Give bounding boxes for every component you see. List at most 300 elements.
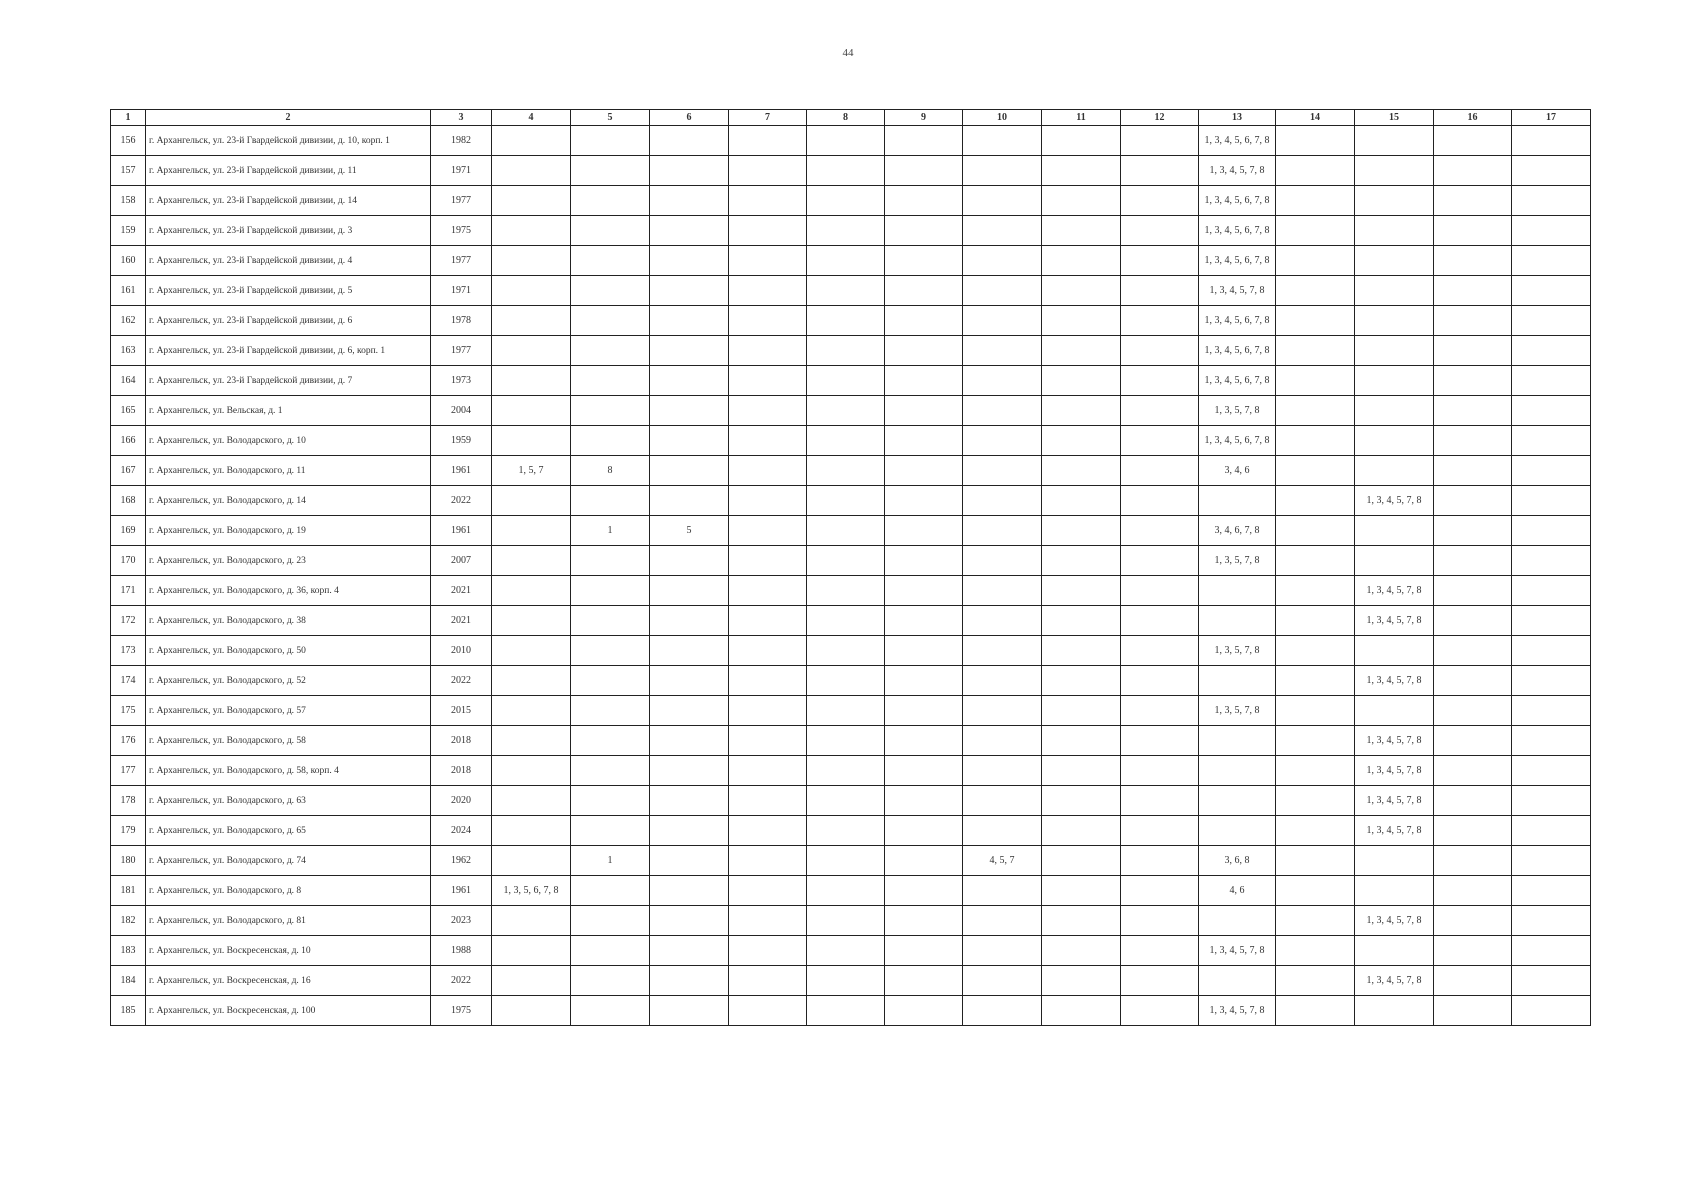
table-cell — [571, 876, 650, 906]
table-row — [111, 636, 1591, 666]
table-cell — [885, 366, 963, 396]
table-cell — [1042, 876, 1121, 906]
column-header-9: 9 — [885, 110, 963, 126]
table-cell — [807, 576, 885, 606]
address-cell: г. Архангельск, ул. Володарского, д. 74 — [146, 846, 431, 876]
table-cell — [885, 186, 963, 216]
table-cell — [729, 726, 807, 756]
table-cell — [1121, 306, 1199, 336]
column-header-1: 1 — [111, 110, 146, 126]
table-cell — [963, 906, 1042, 936]
table-cell — [1199, 486, 1276, 516]
table-cell — [1512, 996, 1591, 1026]
table-cell — [1355, 366, 1434, 396]
table-cell — [729, 516, 807, 546]
table-cell — [1276, 216, 1355, 246]
table-cell — [1434, 696, 1512, 726]
table-cell — [885, 846, 963, 876]
table-cell — [1121, 516, 1199, 546]
table-cell — [1121, 876, 1199, 906]
table-row — [111, 786, 1591, 816]
table-cell: 1, 3, 4, 5, 7, 8 — [1355, 666, 1434, 696]
address-cell: г. Архангельск, ул. Володарского, д. 58, корп. 4 — [146, 756, 431, 786]
table-cell — [807, 906, 885, 936]
table-cell — [492, 966, 571, 996]
column-header-13: 13 — [1199, 110, 1276, 126]
table-cell — [807, 846, 885, 876]
table-cell — [492, 726, 571, 756]
table-cell — [807, 696, 885, 726]
table-cell — [1512, 396, 1591, 426]
table-cell — [807, 396, 885, 426]
year-cell: 2015 — [431, 696, 492, 726]
table-cell — [963, 576, 1042, 606]
table-cell — [885, 156, 963, 186]
table-cell — [492, 246, 571, 276]
row-number-cell: 170 — [111, 546, 146, 576]
table-cell — [1042, 186, 1121, 216]
table-cell: 1, 3, 4, 5, 6, 7, 8 — [1199, 126, 1276, 156]
table-cell — [650, 756, 729, 786]
table-cell — [1512, 696, 1591, 726]
table-cell — [1276, 786, 1355, 816]
year-cell: 1975 — [431, 216, 492, 246]
table-cell — [729, 276, 807, 306]
column-header-2: 2 — [146, 110, 431, 126]
table-cell — [807, 936, 885, 966]
year-cell: 1982 — [431, 126, 492, 156]
table-cell — [1276, 756, 1355, 786]
table-cell — [807, 756, 885, 786]
address-cell: г. Архангельск, ул. Володарского, д. 14 — [146, 486, 431, 516]
table-cell — [963, 306, 1042, 336]
address-cell: г. Архангельск, ул. Володарского, д. 57 — [146, 696, 431, 726]
table-cell — [1199, 906, 1276, 936]
table-cell — [1512, 366, 1591, 396]
table-cell — [571, 606, 650, 636]
row-number-cell: 185 — [111, 996, 146, 1026]
table-cell — [571, 726, 650, 756]
table-cell — [1434, 846, 1512, 876]
table-cell — [1512, 276, 1591, 306]
table-cell — [571, 306, 650, 336]
table-cell — [963, 126, 1042, 156]
table-row — [111, 816, 1591, 846]
table-cell — [571, 696, 650, 726]
table-cell — [492, 846, 571, 876]
row-number-cell: 172 — [111, 606, 146, 636]
table-cell: 4, 5, 7 — [963, 846, 1042, 876]
table-cell — [1512, 576, 1591, 606]
table-cell — [571, 486, 650, 516]
table-cell — [1042, 696, 1121, 726]
table-cell — [963, 726, 1042, 756]
year-cell: 1978 — [431, 306, 492, 336]
table-cell — [1199, 666, 1276, 696]
table-cell — [1355, 336, 1434, 366]
year-cell: 1971 — [431, 276, 492, 306]
table-cell — [1042, 816, 1121, 846]
address-cell: г. Архангельск, ул. Володарского, д. 10 — [146, 426, 431, 456]
table-row — [111, 936, 1591, 966]
table-cell — [492, 696, 571, 726]
table-cell — [571, 126, 650, 156]
table-cell — [1512, 876, 1591, 906]
table-cell — [492, 546, 571, 576]
table-cell — [650, 426, 729, 456]
table-cell — [1121, 276, 1199, 306]
table-cell — [650, 786, 729, 816]
table-cell — [1199, 576, 1276, 606]
row-number-cell: 180 — [111, 846, 146, 876]
table-cell — [885, 576, 963, 606]
table-cell — [492, 306, 571, 336]
table-cell: 1, 3, 4, 5, 7, 8 — [1355, 756, 1434, 786]
year-cell: 1977 — [431, 186, 492, 216]
table-cell — [807, 486, 885, 516]
row-number-cell: 163 — [111, 336, 146, 366]
year-cell: 2021 — [431, 576, 492, 606]
table-cell — [1042, 246, 1121, 276]
table-cell: 1 — [571, 846, 650, 876]
year-cell: 1962 — [431, 846, 492, 876]
row-number-cell: 167 — [111, 456, 146, 486]
table-cell — [729, 576, 807, 606]
table-cell — [1434, 756, 1512, 786]
table-cell — [963, 666, 1042, 696]
row-number-cell: 165 — [111, 396, 146, 426]
table-cell — [729, 876, 807, 906]
table-cell — [807, 666, 885, 696]
table-cell — [1434, 456, 1512, 486]
table-cell — [1434, 816, 1512, 846]
table-cell: 8 — [571, 456, 650, 486]
column-header-17: 17 — [1512, 110, 1591, 126]
table-cell — [571, 156, 650, 186]
table-cell — [1121, 456, 1199, 486]
table-cell — [1276, 336, 1355, 366]
table-cell: 1, 3, 4, 5, 6, 7, 8 — [1199, 366, 1276, 396]
table-cell: 5 — [650, 516, 729, 546]
table-cell — [1121, 816, 1199, 846]
table-cell — [963, 546, 1042, 576]
year-cell: 2023 — [431, 906, 492, 936]
address-cell: г. Архангельск, ул. 23-й Гвардейской дивизии, д. 11 — [146, 156, 431, 186]
table-row — [111, 516, 1591, 546]
table-cell — [885, 636, 963, 666]
row-number-cell: 174 — [111, 666, 146, 696]
table-cell — [1042, 666, 1121, 696]
table-cell — [1121, 756, 1199, 786]
table-cell — [1276, 186, 1355, 216]
address-cell: г. Архангельск, ул. Володарского, д. 11 — [146, 456, 431, 486]
table-row — [111, 216, 1591, 246]
table-cell — [1276, 456, 1355, 486]
table-cell: 1, 3, 4, 5, 7, 8 — [1199, 156, 1276, 186]
table-row — [111, 756, 1591, 786]
table-row — [111, 366, 1591, 396]
table-cell — [807, 156, 885, 186]
row-number-cell: 176 — [111, 726, 146, 756]
table-cell — [963, 276, 1042, 306]
table-cell: 1, 3, 5, 7, 8 — [1199, 696, 1276, 726]
table-cell — [729, 396, 807, 426]
table-cell — [571, 336, 650, 366]
table-cell — [963, 456, 1042, 486]
table-cell — [571, 906, 650, 936]
table-cell — [1512, 426, 1591, 456]
row-number-cell: 181 — [111, 876, 146, 906]
table-cell — [729, 966, 807, 996]
table-cell — [1434, 276, 1512, 306]
table-cell — [1042, 996, 1121, 1026]
table-cell — [1355, 636, 1434, 666]
table-cell — [1276, 546, 1355, 576]
table-cell — [650, 876, 729, 906]
table-cell — [571, 546, 650, 576]
table-cell — [963, 816, 1042, 846]
address-cell: г. Архангельск, ул. 23-й Гвардейской дивизии, д. 6, корп. 1 — [146, 336, 431, 366]
table-cell — [1199, 606, 1276, 636]
table-cell — [650, 696, 729, 726]
row-number-cell: 162 — [111, 306, 146, 336]
year-cell: 1988 — [431, 936, 492, 966]
table-cell — [650, 186, 729, 216]
table-cell — [729, 936, 807, 966]
address-cell: г. Архангельск, ул. 23-й Гвардейской дивизии, д. 14 — [146, 186, 431, 216]
table-cell — [1276, 636, 1355, 666]
table-cell — [729, 156, 807, 186]
row-number-cell: 160 — [111, 246, 146, 276]
table-cell — [885, 816, 963, 846]
row-number-cell: 177 — [111, 756, 146, 786]
table-cell: 1, 3, 4, 5, 6, 7, 8 — [1199, 336, 1276, 366]
table-cell — [1042, 906, 1121, 936]
table-cell — [729, 486, 807, 516]
table-cell — [807, 546, 885, 576]
table-cell: 1, 3, 4, 5, 7, 8 — [1199, 276, 1276, 306]
table-cell — [1042, 636, 1121, 666]
table-cell — [1121, 216, 1199, 246]
table-cell — [1512, 306, 1591, 336]
table-cell — [650, 126, 729, 156]
year-cell: 2024 — [431, 816, 492, 846]
table-cell — [571, 666, 650, 696]
table-cell — [1434, 726, 1512, 756]
table-cell — [729, 636, 807, 666]
table-cell — [1512, 756, 1591, 786]
table-cell — [807, 246, 885, 276]
year-cell: 2021 — [431, 606, 492, 636]
table-cell — [963, 756, 1042, 786]
year-cell: 1961 — [431, 456, 492, 486]
table-cell — [807, 336, 885, 366]
table-cell — [1512, 486, 1591, 516]
row-number-cell: 178 — [111, 786, 146, 816]
table-cell — [1276, 486, 1355, 516]
row-number-cell: 166 — [111, 426, 146, 456]
table-row — [111, 666, 1591, 696]
table-cell — [1355, 456, 1434, 486]
table-cell — [1121, 846, 1199, 876]
table-cell — [963, 876, 1042, 906]
table-row — [111, 306, 1591, 336]
table-cell — [963, 246, 1042, 276]
table-cell — [1434, 966, 1512, 996]
table-cell — [650, 336, 729, 366]
table-cell — [492, 336, 571, 366]
table-cell — [1512, 846, 1591, 876]
column-header-7: 7 — [729, 110, 807, 126]
table-cell — [492, 186, 571, 216]
table-cell — [1355, 396, 1434, 426]
year-cell: 2022 — [431, 486, 492, 516]
table-cell — [1276, 846, 1355, 876]
table-cell — [807, 786, 885, 816]
table-cell — [1355, 546, 1434, 576]
table-cell — [885, 396, 963, 426]
table-cell — [1276, 906, 1355, 936]
table-cell — [650, 576, 729, 606]
table-cell — [963, 396, 1042, 426]
table-cell — [1121, 936, 1199, 966]
table-cell — [1042, 846, 1121, 876]
year-cell: 2007 — [431, 546, 492, 576]
table-cell — [571, 186, 650, 216]
table-cell — [1276, 666, 1355, 696]
table-cell — [1276, 606, 1355, 636]
row-number-cell: 169 — [111, 516, 146, 546]
table-cell — [1434, 156, 1512, 186]
table-cell — [807, 186, 885, 216]
table-cell — [1434, 396, 1512, 426]
table-cell — [807, 306, 885, 336]
table-cell — [571, 216, 650, 246]
column-header-6: 6 — [650, 110, 729, 126]
table-cell — [885, 216, 963, 246]
table-cell — [963, 786, 1042, 816]
table-cell — [1042, 396, 1121, 426]
row-number-cell: 159 — [111, 216, 146, 246]
address-cell: г. Архангельск, ул. Володарского, д. 19 — [146, 516, 431, 546]
table-cell — [1199, 726, 1276, 756]
table-cell — [1434, 306, 1512, 336]
table-cell — [1355, 126, 1434, 156]
table-cell — [885, 246, 963, 276]
table-cell: 1, 3, 4, 5, 7, 8 — [1355, 606, 1434, 636]
table-cell — [1276, 126, 1355, 156]
table-cell — [963, 996, 1042, 1026]
table-row — [111, 726, 1591, 756]
table-cell — [492, 666, 571, 696]
year-cell: 1973 — [431, 366, 492, 396]
row-number-cell: 182 — [111, 906, 146, 936]
table-cell — [492, 126, 571, 156]
table-cell — [885, 126, 963, 156]
table-cell — [1121, 906, 1199, 936]
column-header-11: 11 — [1042, 110, 1121, 126]
table-cell: 1, 3, 4, 5, 6, 7, 8 — [1199, 306, 1276, 336]
table-cell — [1512, 216, 1591, 246]
table-cell — [1042, 786, 1121, 816]
table-cell — [1121, 126, 1199, 156]
table-cell — [1434, 246, 1512, 276]
table-cell — [1434, 636, 1512, 666]
table-row — [111, 246, 1591, 276]
table-cell — [1121, 426, 1199, 456]
table-cell — [1355, 936, 1434, 966]
row-number-cell: 156 — [111, 126, 146, 156]
table-cell — [492, 216, 571, 246]
table-cell — [963, 606, 1042, 636]
table-cell — [1121, 696, 1199, 726]
table-cell — [1512, 546, 1591, 576]
table-cell — [729, 186, 807, 216]
table-row — [111, 276, 1591, 306]
table-cell — [650, 306, 729, 336]
address-cell: г. Архангельск, ул. 23-й Гвардейской дивизии, д. 3 — [146, 216, 431, 246]
address-cell: г. Архангельск, ул. Володарского, д. 23 — [146, 546, 431, 576]
table-row — [111, 336, 1591, 366]
table-cell — [1042, 426, 1121, 456]
table-cell: 1, 3, 4, 5, 7, 8 — [1355, 486, 1434, 516]
table-cell — [1121, 606, 1199, 636]
table-cell — [1276, 306, 1355, 336]
address-cell: г. Архангельск, ул. Володарского, д. 38 — [146, 606, 431, 636]
table-cell — [1276, 276, 1355, 306]
table-row — [111, 396, 1591, 426]
table-cell: 1, 3, 4, 5, 7, 8 — [1355, 786, 1434, 816]
table-cell — [1121, 156, 1199, 186]
table-cell — [1042, 576, 1121, 606]
table-cell — [963, 516, 1042, 546]
address-cell: г. Архангельск, ул. 23-й Гвардейской дивизии, д. 10, корп. 1 — [146, 126, 431, 156]
table-cell — [1355, 186, 1434, 216]
table-cell — [1276, 396, 1355, 426]
column-header-10: 10 — [963, 110, 1042, 126]
address-cell: г. Архангельск, ул. Воскресенская, д. 16 — [146, 966, 431, 996]
table-cell — [1042, 606, 1121, 636]
column-header-14: 14 — [1276, 110, 1355, 126]
table-cell — [885, 906, 963, 936]
row-number-cell: 171 — [111, 576, 146, 606]
address-cell: г. Архангельск, ул. Володарского, д. 63 — [146, 786, 431, 816]
table-row — [111, 846, 1591, 876]
table-cell: 1 — [571, 516, 650, 546]
table-cell: 1, 5, 7 — [492, 456, 571, 486]
table-cell — [571, 786, 650, 816]
table-cell — [1042, 936, 1121, 966]
table-cell — [1276, 726, 1355, 756]
column-header-5: 5 — [571, 110, 650, 126]
table-cell — [963, 216, 1042, 246]
table-cell — [885, 426, 963, 456]
table-cell — [807, 606, 885, 636]
table-cell — [1199, 816, 1276, 846]
table-cell — [1434, 996, 1512, 1026]
address-cell: г. Архангельск, ул. Воскресенская, д. 10 — [146, 936, 431, 966]
year-cell: 2020 — [431, 786, 492, 816]
table-cell — [1121, 336, 1199, 366]
table-cell — [729, 696, 807, 726]
row-number-cell: 158 — [111, 186, 146, 216]
address-cell: г. Архангельск, ул. 23-й Гвардейской дивизии, д. 4 — [146, 246, 431, 276]
table-cell — [963, 966, 1042, 996]
table-cell — [1042, 276, 1121, 306]
table-cell — [650, 846, 729, 876]
table-cell — [571, 426, 650, 456]
table-cell — [650, 366, 729, 396]
